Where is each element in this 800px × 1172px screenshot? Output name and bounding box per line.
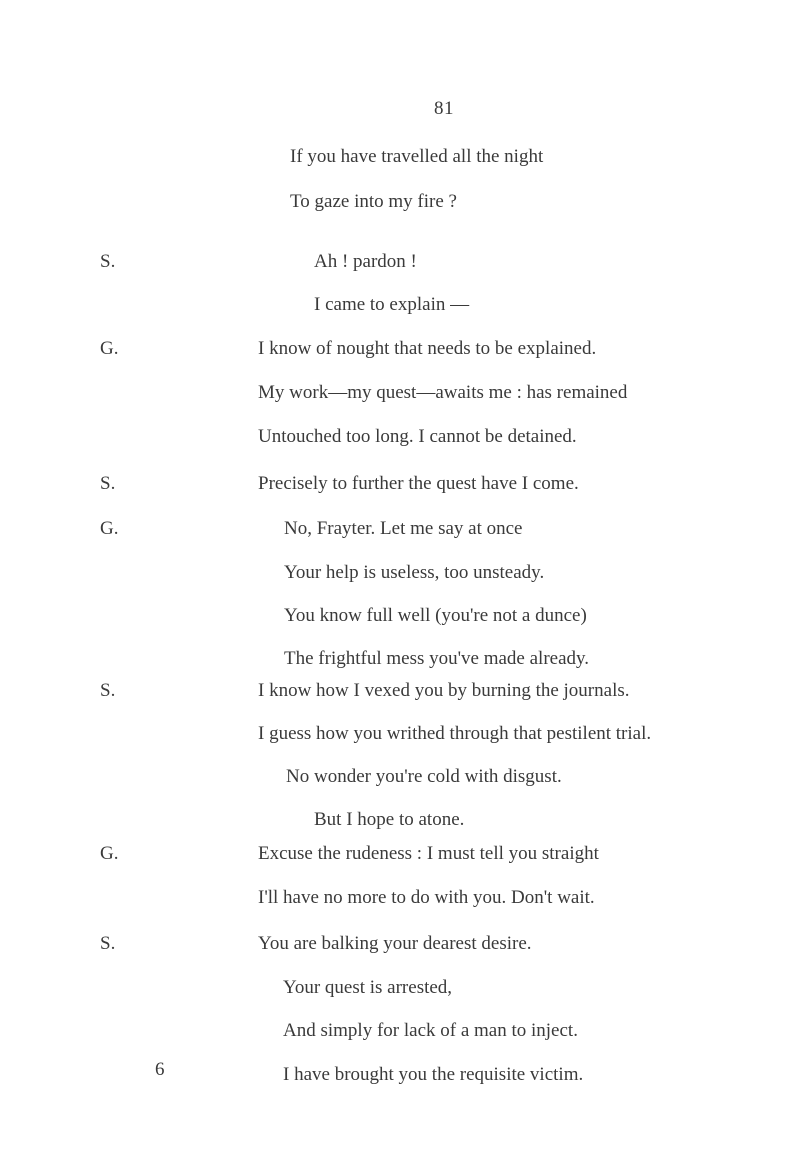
verse-line: Precisely to further the quest have I come. [258, 473, 579, 494]
verse-line: Excuse the rudeness : I must tell you straight [258, 843, 599, 864]
verse-line: Ah ! pardon ! [314, 251, 417, 272]
speaker-label: S. [100, 251, 116, 272]
verse-line: And simply for lack of a man to inject. [283, 1020, 578, 1041]
speaker-label: G. [100, 518, 119, 539]
verse-line: But I hope to atone. [314, 809, 465, 830]
verse-line: If you have travelled all the night [290, 146, 544, 167]
speaker-label: S. [100, 680, 116, 701]
verse-line: You are balking your dearest desire. [258, 933, 532, 954]
verse-line: Untouched too long. I cannot be detained. [258, 426, 577, 447]
verse-line: To gaze into my fire ? [290, 191, 457, 212]
verse-line: I know how I vexed you by burning the journals. [258, 680, 630, 701]
signature-mark: 6 [155, 1059, 165, 1080]
speaker-label: G. [100, 338, 119, 359]
verse-line: You know full well (you're not a dunce) [284, 605, 587, 626]
speaker-label: G. [100, 843, 119, 864]
verse-line: No wonder you're cold with disgust. [286, 766, 562, 787]
verse-line: My work—my quest—awaits me : has remained [258, 382, 628, 403]
verse-line: I came to explain — [314, 294, 470, 315]
verse-line: I have brought you the requisite victim. [283, 1064, 584, 1085]
verse-line: I know of nought that needs to be explained. [258, 338, 597, 359]
speaker-label: S. [100, 473, 116, 494]
verse-line: Your quest is arrested, [283, 977, 453, 998]
verse-line: Your help is useless, too unsteady. [284, 562, 545, 583]
verse-line: I'll have no more to do with you. Don't wait. [258, 887, 595, 908]
verse-line: No, Frayter. Let me say at once [284, 518, 523, 539]
verse-line: The frightful mess you've made already. [284, 648, 590, 669]
page-number: 81 [434, 98, 454, 119]
verse-line: I guess how you writhed through that pestilent trial. [258, 723, 652, 744]
speaker-label: S. [100, 933, 116, 954]
